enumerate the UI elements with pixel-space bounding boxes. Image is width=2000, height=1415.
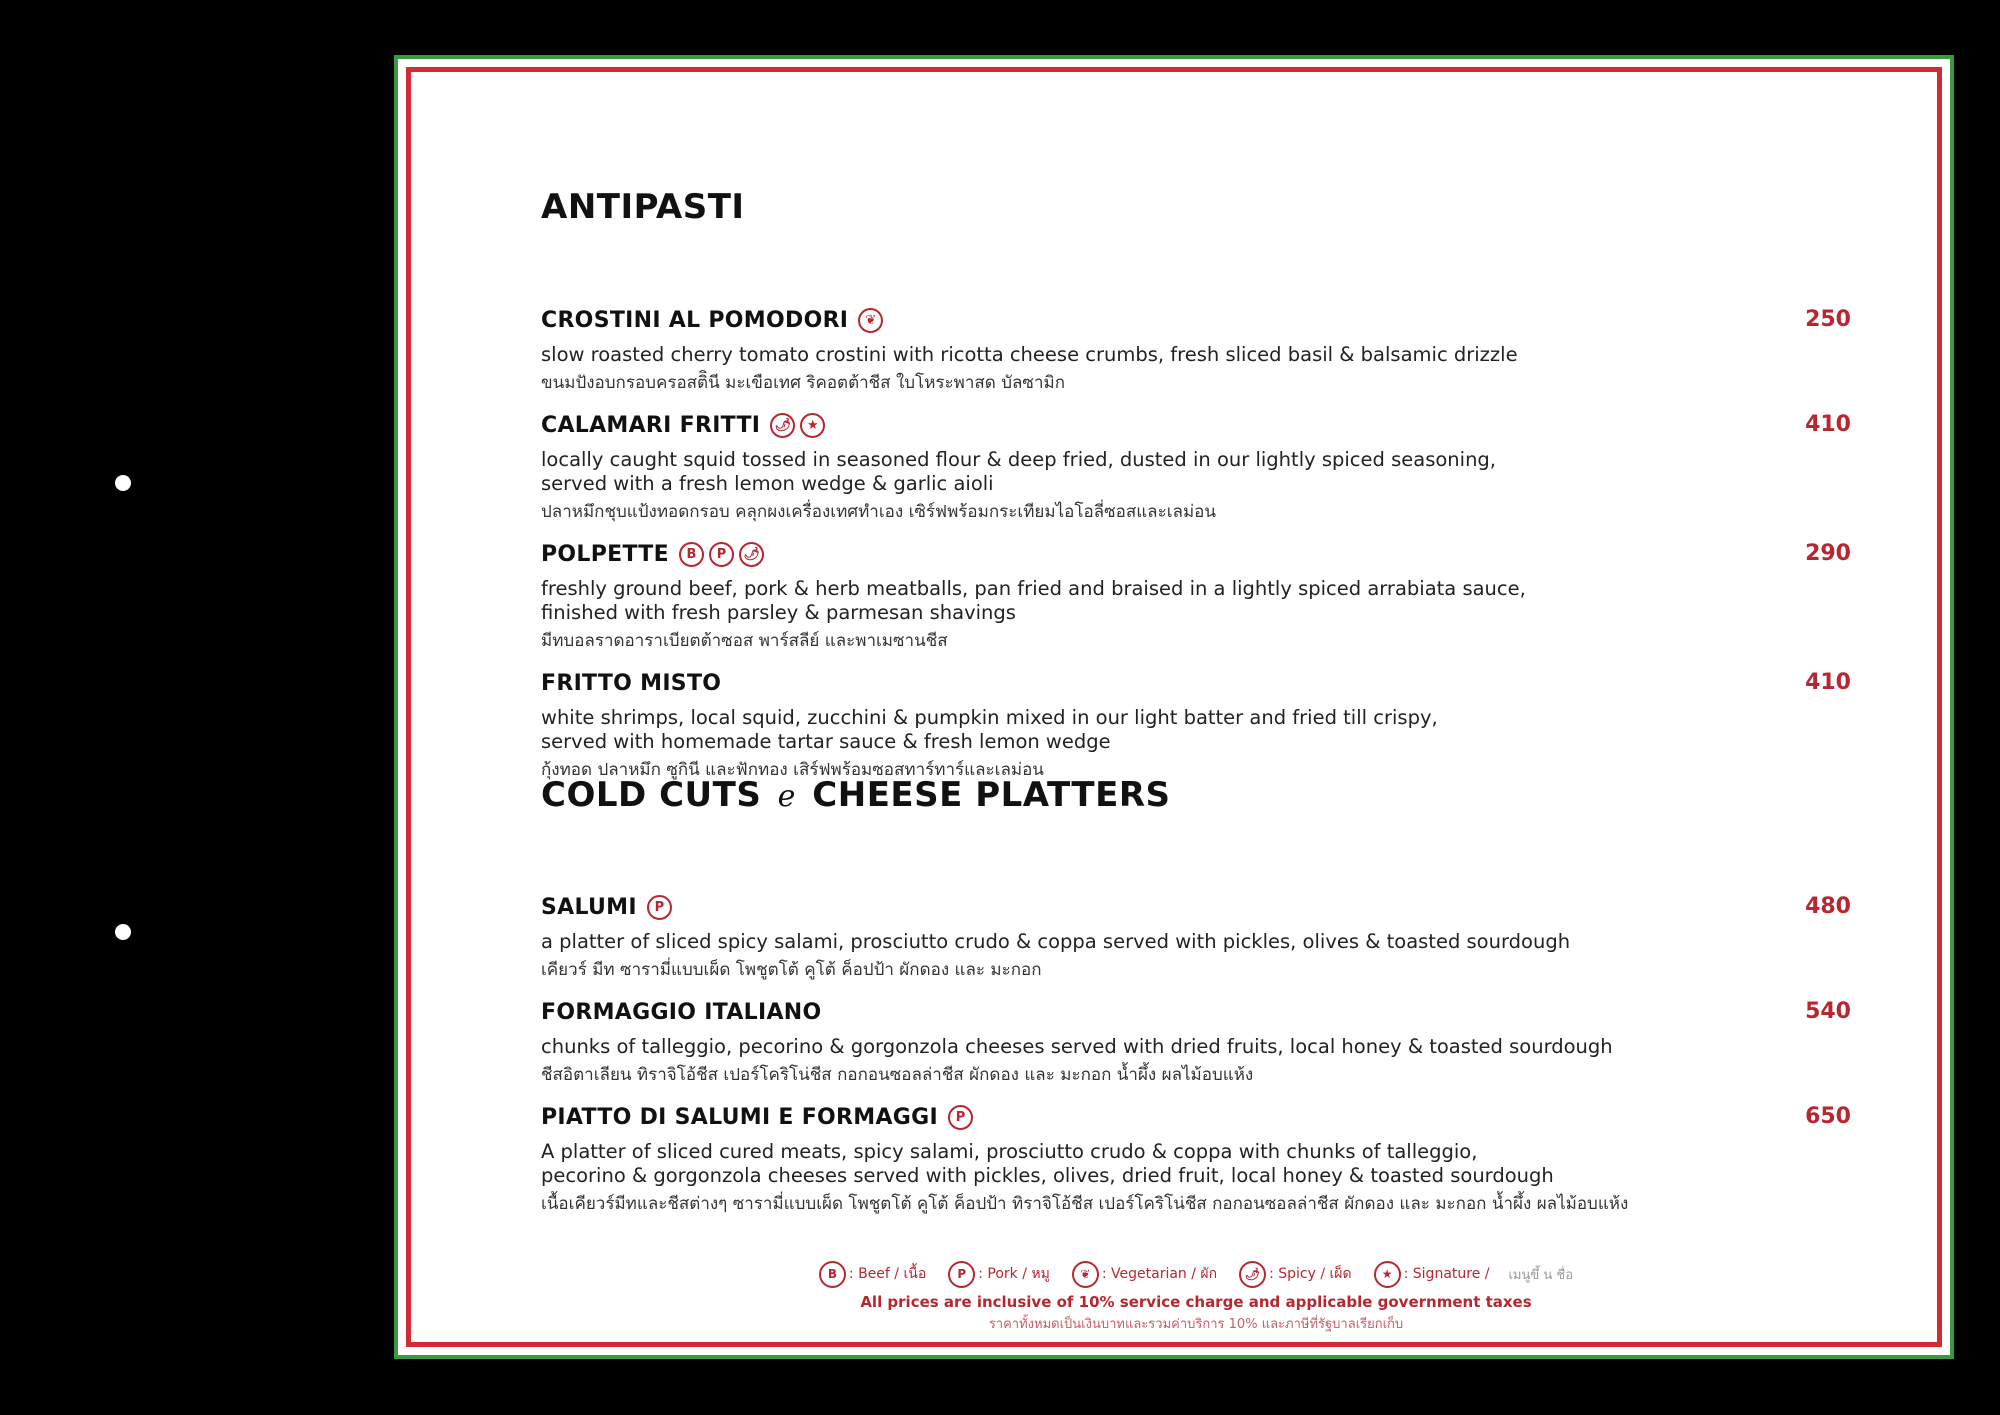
title-ampersand: e: [777, 779, 796, 814]
legend-row: [541, 1257, 1851, 1291]
menu-item-price: 250: [1805, 307, 1851, 332]
legend-item-pork: [948, 1261, 1050, 1288]
legend-label: : Spicy / เผ็ด: [1269, 1266, 1352, 1282]
pork-icon: P: [709, 542, 734, 567]
menu-item-name: CALAMARI FRITTI: [541, 412, 761, 438]
dietary-badges: [647, 895, 672, 920]
legend-item-signature: [1374, 1261, 1573, 1288]
menu-item-thai-description: ขนมปังอบกรอบครอสติินี มะเขือเทศ ริคอตต้าชีส ใบโหระพาสด บัลซามิก: [541, 373, 1066, 393]
menu-item-price: 480: [1805, 894, 1851, 919]
menu-item-description: [541, 930, 1851, 954]
legend-item-beef: [819, 1261, 926, 1288]
menu-item: [541, 997, 1851, 1087]
beef-icon: B: [819, 1261, 846, 1288]
menu-item-thai-description: เนื้อเคียวร์มีทและชีสต่างๆ ซารามี่แบบเผ็ด โพชูตโต้ คูโต้ ค็อปป้า ทิราจิโอ้ชีส เปอร์โคริโน่ชีส กอกอนซอลล่าชีส ผักดอง และ มะกอก น้ำผึ้ง ผลไม้อบแห้ง: [541, 1194, 1629, 1214]
menu-item-name: PIATTO DI SALUMI E FORMAGGI: [541, 1104, 938, 1130]
menu-item: [541, 305, 1851, 395]
menu-item-header: [541, 892, 1851, 922]
description-line: locally caught squid tossed in seasoned flour & deep fried, dusted in our lightly spiced seasoning,: [541, 448, 1497, 471]
description-line: white shrimps, local squid, zucchini & pumpkin mixed in our light batter and fried till crispy,: [541, 706, 1438, 729]
menu-item-description: [541, 706, 1851, 754]
menu-item-description: [541, 343, 1851, 367]
menu-item-description: [541, 577, 1851, 625]
description-line: chunks of talleggio, pecorino & gorgonzola cheeses served with dried fruits, local honey & toasted sourdough: [541, 1035, 1613, 1058]
description-line: served with homemade tartar sauce & fresh lemon wedge: [541, 730, 1111, 753]
signature-note: เมนูขึ้ น ชื่อ: [1508, 1267, 1574, 1283]
menu-item-header: [541, 997, 1851, 1027]
menu-item-name: POLPETTE: [541, 541, 669, 567]
description-line: finished with fresh parsley & parmesan shavings: [541, 601, 1016, 624]
menu-item: [541, 539, 1851, 653]
pork-icon: P: [647, 895, 672, 920]
description-line: served with a fresh lemon wedge & garlic aioli: [541, 472, 994, 495]
spicy-icon: 🌶: [770, 413, 795, 438]
page-marker-dot: [115, 475, 131, 491]
dietary-badges: [858, 308, 883, 333]
menu-inner-frame: [406, 67, 1942, 1347]
menu-item-name: SALUMI: [541, 894, 637, 920]
description-line: pecorino & gorgonzola cheeses served with pickles, olives, dried fruit, local honey & toasted sourdough: [541, 1164, 1554, 1187]
menu-item-price: 540: [1805, 999, 1851, 1024]
legend-item-vegetarian: [1072, 1261, 1217, 1288]
menu-item-header: [541, 305, 1851, 335]
title-part: COLD CUTS: [541, 775, 762, 815]
vegetarian-icon: ❦: [1072, 1261, 1099, 1288]
menu-item-price: 410: [1805, 412, 1851, 437]
pork-icon: P: [948, 1105, 973, 1130]
pork-icon: P: [948, 1261, 975, 1288]
menu-item-name: FRITTO MISTO: [541, 670, 722, 696]
legend-label: : Beef / เนื้อ: [848, 1266, 927, 1282]
dietary-badges: [679, 542, 764, 567]
legend-label: : Signature /: [1403, 1266, 1490, 1282]
menu-item: [541, 892, 1851, 982]
menu-item-price: 650: [1805, 1104, 1851, 1129]
dietary-badges: [770, 413, 825, 438]
menu-item-thai-description: ชีสอิตาเลียน ทิราจิโอ้ชีส เปอร์โคริโน่ชีส กอกอนซอลล่าชีส ผักดอง และ มะกอก น้ำผึ้ง ผลไม้อบแห้ง: [541, 1065, 1254, 1085]
spicy-icon: 🌶: [739, 542, 764, 567]
menu-item-thai-description: กุ้งทอด ปลาหมึก ซูกินี และฟักทอง เสิร์ฟพร้อมซอสทาร์ทาร์และเลม่อน: [541, 760, 1044, 780]
signature-icon: ★: [1374, 1261, 1401, 1288]
menu-page: [394, 55, 1954, 1359]
menu-item-name: FORMAGGIO ITALIANO: [541, 999, 822, 1025]
menu-item-header: [541, 668, 1851, 698]
legend: [541, 1257, 1851, 1334]
menu-item-thai-description: ปลาหมึกชุบแป้งทอดกรอบ คลุกผงเครื่องเทศทำเอง เซิร์ฟพร้อมกระเทียมไอโอลี่ซอสและเลม่อน: [541, 502, 1216, 522]
menu-item-header: [541, 1102, 1851, 1132]
legend-label: : Pork / หมู: [978, 1266, 1050, 1282]
menu-item-price: 290: [1805, 541, 1851, 566]
description-line: a platter of sliced spicy salami, prosciutto crudo & coppa served with pickles, olives & toasted sourdough: [541, 930, 1571, 953]
menu-item-description: [541, 1140, 1851, 1188]
vegetarian-icon: ❦: [858, 308, 883, 333]
menu-item-price: 410: [1805, 670, 1851, 695]
dietary-badges: [948, 1105, 973, 1130]
signature-icon: ★: [800, 413, 825, 438]
title-part: CHEESE PLATTERS: [812, 775, 1171, 815]
menu-item-description: [541, 1035, 1851, 1059]
legend-label: : Vegetarian / ผัก: [1101, 1266, 1218, 1282]
description-line: A platter of sliced cured meats, spicy salami, prosciutto crudo & coppa with chunks of talleggio,: [541, 1140, 1478, 1163]
spicy-icon: 🌶: [1239, 1261, 1266, 1288]
beef-icon: B: [679, 542, 704, 567]
tax-note-en: All prices are inclusive of 10% service charge and applicable government taxes: [860, 1293, 1532, 1311]
menu-item-thai-description: มีทบอลราดอาราเบียตต้าซอส พาร์สลีย์ และพาเมซานชีส: [541, 631, 948, 651]
menu-item-description: [541, 448, 1851, 496]
menu-item-name: CROSTINI AL POMODORI: [541, 307, 849, 333]
tax-note-th: ราคาทั้งหมดเป็นเงินบาทและรวมค่าบริการ 10% และภาษีที่รัฐบาลเรียกเก็บ: [988, 1317, 1404, 1332]
description-line: freshly ground beef, pork & herb meatballs, pan fried and braised in a lightly spiced arrabiata sauce,: [541, 577, 1526, 600]
menu-item-thai-description: เคียวร์ มีท ซารามี่แบบเผ็ด โพชูตโต้ คูโต้ ค็อปป้า ผักดอง และ มะกอก: [541, 960, 1042, 980]
menu-item-header: [541, 539, 1851, 569]
legend-item-spicy: [1239, 1261, 1352, 1288]
menu-item: [541, 668, 1851, 782]
description-line: slow roasted cherry tomato crostini with ricotta cheese crumbs, fresh sliced basil & balsamic drizzle: [541, 343, 1518, 366]
menu-item-header: [541, 410, 1851, 440]
menu-item: [541, 1102, 1851, 1216]
section-title-antipasti: ANTIPASTI: [541, 187, 745, 227]
page-marker-dot: [115, 924, 131, 940]
menu-item: [541, 410, 1851, 524]
